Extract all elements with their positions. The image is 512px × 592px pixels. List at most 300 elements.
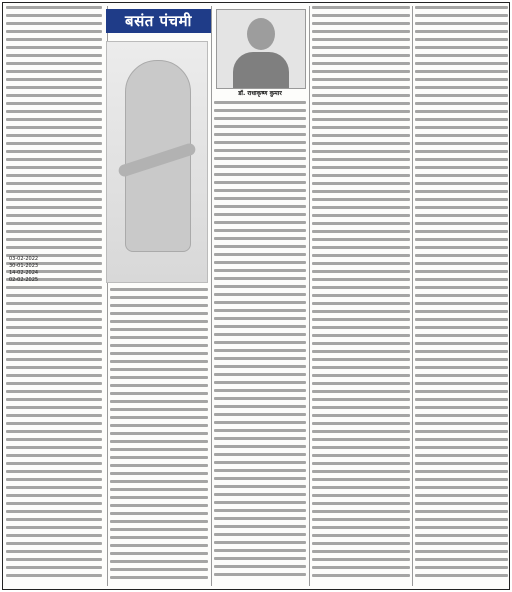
text-line-placeholder	[415, 462, 508, 465]
text-line-placeholder	[110, 528, 208, 531]
text-line-placeholder	[415, 246, 508, 249]
text-line-placeholder	[415, 534, 508, 537]
text-line-placeholder	[214, 557, 306, 560]
text-line-placeholder	[312, 454, 410, 457]
text-line-placeholder	[312, 198, 410, 201]
text-line-placeholder	[6, 374, 102, 377]
text-line-placeholder	[415, 38, 508, 41]
text-line-placeholder	[415, 22, 508, 25]
text-line-placeholder	[214, 269, 306, 272]
text-line-placeholder	[214, 309, 306, 312]
column-3	[214, 101, 306, 586]
text-line-placeholder	[312, 278, 410, 281]
text-line-placeholder	[6, 350, 102, 353]
text-line-placeholder	[6, 422, 102, 425]
text-line-placeholder	[415, 510, 508, 513]
text-line-placeholder	[214, 445, 306, 448]
text-line-placeholder	[6, 222, 102, 225]
date: 30-01-2023	[9, 263, 39, 269]
text-line-placeholder	[110, 320, 208, 323]
author-photo	[216, 9, 306, 89]
text-line-placeholder	[415, 134, 508, 137]
text-line-placeholder	[6, 438, 102, 441]
text-line-placeholder	[214, 133, 306, 136]
text-line-placeholder	[6, 6, 102, 9]
text-line-placeholder	[6, 142, 102, 145]
text-line-placeholder	[415, 454, 508, 457]
text-line-placeholder	[6, 158, 102, 161]
text-line-placeholder	[6, 198, 102, 201]
author-byline: डॉ. राधाकृष्ण कुमार	[238, 90, 282, 97]
text-line-placeholder	[312, 166, 410, 169]
text-line-placeholder	[6, 86, 102, 89]
text-line-placeholder	[415, 478, 508, 481]
text-line-placeholder	[312, 502, 410, 505]
text-line-placeholder	[214, 109, 306, 112]
text-line-placeholder	[214, 573, 306, 576]
text-line-placeholder	[6, 534, 102, 537]
text-line-placeholder	[214, 437, 306, 440]
text-line-placeholder	[214, 517, 306, 520]
text-line-placeholder	[312, 302, 410, 305]
text-line-placeholder	[110, 424, 208, 427]
text-line-placeholder	[415, 390, 508, 393]
text-line-placeholder	[110, 296, 208, 299]
text-line-placeholder	[312, 118, 410, 121]
text-line-placeholder	[415, 142, 508, 145]
text-line-placeholder	[6, 478, 102, 481]
text-line-placeholder	[214, 301, 306, 304]
text-line-placeholder	[214, 373, 306, 376]
body-text-placeholder	[312, 6, 410, 586]
text-line-placeholder	[312, 526, 410, 529]
text-line-placeholder	[6, 166, 102, 169]
text-line-placeholder	[214, 237, 306, 240]
body-text-placeholder	[110, 288, 208, 586]
text-line-placeholder	[312, 54, 410, 57]
text-line-placeholder	[415, 214, 508, 217]
text-line-placeholder	[6, 206, 102, 209]
text-line-placeholder	[214, 181, 306, 184]
text-line-placeholder	[415, 542, 508, 545]
text-line-placeholder	[6, 454, 102, 457]
text-line-placeholder	[6, 366, 102, 369]
date-list	[9, 256, 102, 284]
text-line-placeholder	[312, 326, 410, 329]
text-line-placeholder	[6, 574, 102, 577]
text-line-placeholder	[312, 294, 410, 297]
text-line-placeholder	[415, 54, 508, 57]
text-line-placeholder	[214, 477, 306, 480]
text-line-placeholder	[214, 501, 306, 504]
text-line-placeholder	[312, 270, 410, 273]
text-line-placeholder	[214, 341, 306, 344]
text-line-placeholder	[214, 205, 306, 208]
text-line-placeholder	[6, 518, 102, 521]
text-line-placeholder	[415, 310, 508, 313]
text-line-placeholder	[214, 141, 306, 144]
text-line-placeholder	[110, 368, 208, 371]
text-line-placeholder	[312, 486, 410, 489]
text-line-placeholder	[214, 429, 306, 432]
text-line-placeholder	[6, 54, 102, 57]
text-line-placeholder	[110, 480, 208, 483]
text-line-placeholder	[214, 149, 306, 152]
text-line-placeholder	[6, 294, 102, 297]
text-line-placeholder	[415, 262, 508, 265]
text-line-placeholder	[312, 94, 410, 97]
text-line-placeholder	[312, 246, 410, 249]
text-line-placeholder	[110, 352, 208, 355]
text-line-placeholder	[110, 304, 208, 307]
text-line-placeholder	[6, 510, 102, 513]
text-line-placeholder	[415, 110, 508, 113]
text-line-placeholder	[110, 568, 208, 571]
text-line-placeholder	[110, 496, 208, 499]
column-1	[6, 6, 102, 586]
text-line-placeholder	[6, 62, 102, 65]
text-line-placeholder	[415, 334, 508, 337]
text-line-placeholder	[312, 78, 410, 81]
text-line-placeholder	[415, 286, 508, 289]
text-line-placeholder	[110, 520, 208, 523]
text-line-placeholder	[415, 150, 508, 153]
text-line-placeholder	[312, 374, 410, 377]
text-line-placeholder	[6, 190, 102, 193]
text-line-placeholder	[214, 189, 306, 192]
text-line-placeholder	[6, 286, 102, 289]
text-line-placeholder	[110, 448, 208, 451]
column-2	[110, 288, 208, 586]
text-line-placeholder	[214, 549, 306, 552]
text-line-placeholder	[6, 390, 102, 393]
text-line-placeholder	[110, 472, 208, 475]
text-line-placeholder	[415, 198, 508, 201]
text-line-placeholder	[415, 358, 508, 361]
text-line-placeholder	[312, 342, 410, 345]
text-line-placeholder	[415, 62, 508, 65]
text-line-placeholder	[110, 440, 208, 443]
author-head	[247, 18, 275, 50]
text-line-placeholder	[110, 328, 208, 331]
text-line-placeholder	[415, 230, 508, 233]
text-line-placeholder	[6, 182, 102, 185]
text-line-placeholder	[415, 206, 508, 209]
text-line-placeholder	[312, 14, 410, 17]
text-line-placeholder	[6, 398, 102, 401]
text-line-placeholder	[415, 166, 508, 169]
text-line-placeholder	[6, 22, 102, 25]
text-line-placeholder	[214, 101, 306, 104]
text-line-placeholder	[6, 462, 102, 465]
text-line-placeholder	[312, 62, 410, 65]
text-line-placeholder	[6, 566, 102, 569]
text-line-placeholder	[110, 360, 208, 363]
text-line-placeholder	[312, 430, 410, 433]
text-line-placeholder	[415, 78, 508, 81]
text-line-placeholder	[214, 413, 306, 416]
text-line-placeholder	[6, 150, 102, 153]
text-line-placeholder	[415, 190, 508, 193]
column-5	[415, 6, 508, 586]
text-line-placeholder	[6, 310, 102, 313]
text-line-placeholder	[312, 134, 410, 137]
text-line-placeholder	[6, 334, 102, 337]
text-line-placeholder	[415, 6, 508, 9]
text-line-placeholder	[214, 381, 306, 384]
text-line-placeholder	[415, 398, 508, 401]
text-line-placeholder	[6, 414, 102, 417]
text-line-placeholder	[415, 342, 508, 345]
text-line-placeholder	[312, 310, 410, 313]
text-line-placeholder	[6, 526, 102, 529]
text-line-placeholder	[415, 526, 508, 529]
text-line-placeholder	[312, 254, 410, 257]
text-line-placeholder	[312, 518, 410, 521]
text-line-placeholder	[312, 566, 410, 569]
text-line-placeholder	[6, 430, 102, 433]
text-line-placeholder	[6, 470, 102, 473]
text-line-placeholder	[110, 384, 208, 387]
text-line-placeholder	[110, 416, 208, 419]
text-line-placeholder	[6, 134, 102, 137]
text-line-placeholder	[214, 221, 306, 224]
text-line-placeholder	[214, 173, 306, 176]
text-line-placeholder	[214, 317, 306, 320]
text-line-placeholder	[6, 558, 102, 561]
text-line-placeholder	[415, 278, 508, 281]
text-line-placeholder	[312, 222, 410, 225]
text-line-placeholder	[214, 213, 306, 216]
text-line-placeholder	[110, 536, 208, 539]
text-line-placeholder	[214, 245, 306, 248]
text-line-placeholder	[415, 302, 508, 305]
text-line-placeholder	[110, 512, 208, 515]
author-body	[233, 52, 289, 88]
text-line-placeholder	[312, 494, 410, 497]
text-line-placeholder	[214, 157, 306, 160]
text-line-placeholder	[214, 389, 306, 392]
text-line-placeholder	[415, 558, 508, 561]
text-line-placeholder	[312, 550, 410, 553]
text-line-placeholder	[6, 14, 102, 17]
text-line-placeholder	[312, 158, 410, 161]
text-line-placeholder	[214, 357, 306, 360]
text-line-placeholder	[415, 86, 508, 89]
text-line-placeholder	[415, 574, 508, 577]
text-line-placeholder	[415, 182, 508, 185]
text-line-placeholder	[415, 566, 508, 569]
text-line-placeholder	[214, 525, 306, 528]
text-line-placeholder	[312, 190, 410, 193]
text-line-placeholder	[312, 558, 410, 561]
text-line-placeholder	[110, 432, 208, 435]
text-line-placeholder	[6, 342, 102, 345]
saraswati-illustration	[106, 41, 208, 283]
text-line-placeholder	[214, 421, 306, 424]
text-line-placeholder	[214, 565, 306, 568]
date: 14-02-2024	[9, 270, 39, 276]
text-line-placeholder	[214, 349, 306, 352]
text-line-placeholder	[214, 277, 306, 280]
text-line-placeholder	[312, 214, 410, 217]
text-line-placeholder	[214, 285, 306, 288]
text-line-placeholder	[6, 46, 102, 49]
text-line-placeholder	[6, 358, 102, 361]
text-line-placeholder	[214, 365, 306, 368]
text-line-placeholder	[415, 102, 508, 105]
text-line-placeholder	[110, 504, 208, 507]
text-line-placeholder	[312, 398, 410, 401]
text-line-placeholder	[415, 46, 508, 49]
text-line-placeholder	[312, 470, 410, 473]
text-line-placeholder	[415, 118, 508, 121]
text-line-placeholder	[312, 174, 410, 177]
text-line-placeholder	[110, 400, 208, 403]
column-4	[312, 6, 410, 586]
text-line-placeholder	[6, 542, 102, 545]
text-line-placeholder	[214, 541, 306, 544]
text-line-placeholder	[214, 485, 306, 488]
text-line-placeholder	[110, 464, 208, 467]
text-line-placeholder	[312, 350, 410, 353]
text-line-placeholder	[110, 408, 208, 411]
text-line-placeholder	[415, 374, 508, 377]
text-line-placeholder	[6, 38, 102, 41]
text-line-placeholder	[415, 222, 508, 225]
text-line-placeholder	[214, 333, 306, 336]
body-text-placeholder	[214, 101, 306, 586]
text-line-placeholder	[6, 326, 102, 329]
text-line-placeholder	[312, 110, 410, 113]
body-text-placeholder	[6, 6, 102, 586]
text-line-placeholder	[214, 469, 306, 472]
text-line-placeholder	[110, 392, 208, 395]
text-line-placeholder	[6, 94, 102, 97]
text-line-placeholder	[312, 206, 410, 209]
text-line-placeholder	[214, 253, 306, 256]
text-line-placeholder	[6, 174, 102, 177]
text-line-placeholder	[214, 405, 306, 408]
text-line-placeholder	[110, 552, 208, 555]
text-line-placeholder	[214, 397, 306, 400]
column-rule	[412, 6, 413, 586]
text-line-placeholder	[6, 302, 102, 305]
text-line-placeholder	[6, 102, 102, 105]
text-line-placeholder	[110, 344, 208, 347]
newspaper-page	[2, 2, 510, 590]
text-line-placeholder	[312, 102, 410, 105]
text-line-placeholder	[415, 414, 508, 417]
text-line-placeholder	[312, 286, 410, 289]
text-line-placeholder	[214, 509, 306, 512]
text-line-placeholder	[312, 38, 410, 41]
text-line-placeholder	[312, 358, 410, 361]
text-line-placeholder	[415, 470, 508, 473]
text-line-placeholder	[312, 534, 410, 537]
text-line-placeholder	[415, 254, 508, 257]
text-line-placeholder	[312, 150, 410, 153]
text-line-placeholder	[6, 118, 102, 121]
text-line-placeholder	[214, 165, 306, 168]
text-line-placeholder	[312, 438, 410, 441]
text-line-placeholder	[312, 70, 410, 73]
text-line-placeholder	[415, 294, 508, 297]
text-line-placeholder	[312, 446, 410, 449]
text-line-placeholder	[415, 406, 508, 409]
text-line-placeholder	[110, 456, 208, 459]
text-line-placeholder	[312, 390, 410, 393]
text-line-placeholder	[6, 550, 102, 553]
text-line-placeholder	[415, 70, 508, 73]
text-line-placeholder	[415, 430, 508, 433]
text-line-placeholder	[312, 86, 410, 89]
text-line-placeholder	[415, 550, 508, 553]
text-line-placeholder	[6, 406, 102, 409]
text-line-placeholder	[312, 542, 410, 545]
text-line-placeholder	[415, 30, 508, 33]
text-line-placeholder	[415, 158, 508, 161]
text-line-placeholder	[415, 326, 508, 329]
text-line-placeholder	[214, 493, 306, 496]
text-line-placeholder	[312, 406, 410, 409]
text-line-placeholder	[415, 94, 508, 97]
text-line-placeholder	[110, 288, 208, 291]
column-rule	[309, 6, 310, 586]
text-line-placeholder	[312, 22, 410, 25]
text-line-placeholder	[312, 574, 410, 577]
text-line-placeholder	[415, 238, 508, 241]
date: 03-02-2022	[9, 256, 39, 262]
text-line-placeholder	[312, 382, 410, 385]
text-line-placeholder	[214, 293, 306, 296]
text-line-placeholder	[6, 214, 102, 217]
text-line-placeholder	[312, 238, 410, 241]
text-line-placeholder	[312, 46, 410, 49]
text-line-placeholder	[6, 494, 102, 497]
text-line-placeholder	[110, 336, 208, 339]
text-line-placeholder	[214, 325, 306, 328]
text-line-placeholder	[312, 510, 410, 513]
text-line-placeholder	[312, 414, 410, 417]
text-line-placeholder	[6, 446, 102, 449]
text-line-placeholder	[312, 230, 410, 233]
body-text-placeholder	[415, 6, 508, 586]
text-line-placeholder	[6, 486, 102, 489]
text-line-placeholder	[214, 117, 306, 120]
text-line-placeholder	[6, 30, 102, 33]
article-title: बसंत पंचमी	[106, 9, 211, 33]
text-line-placeholder	[110, 312, 208, 315]
text-line-placeholder	[6, 238, 102, 241]
text-line-placeholder	[110, 376, 208, 379]
text-line-placeholder	[415, 174, 508, 177]
text-line-placeholder	[6, 126, 102, 129]
text-line-placeholder	[110, 576, 208, 579]
text-line-placeholder	[415, 126, 508, 129]
text-line-placeholder	[312, 182, 410, 185]
text-line-placeholder	[214, 125, 306, 128]
text-line-placeholder	[415, 446, 508, 449]
text-line-placeholder	[214, 197, 306, 200]
text-line-placeholder	[312, 478, 410, 481]
date: 02-02-2025	[9, 277, 39, 283]
text-line-placeholder	[312, 318, 410, 321]
text-line-placeholder	[415, 270, 508, 273]
text-line-placeholder	[415, 318, 508, 321]
column-rule	[211, 6, 212, 586]
text-line-placeholder	[214, 261, 306, 264]
